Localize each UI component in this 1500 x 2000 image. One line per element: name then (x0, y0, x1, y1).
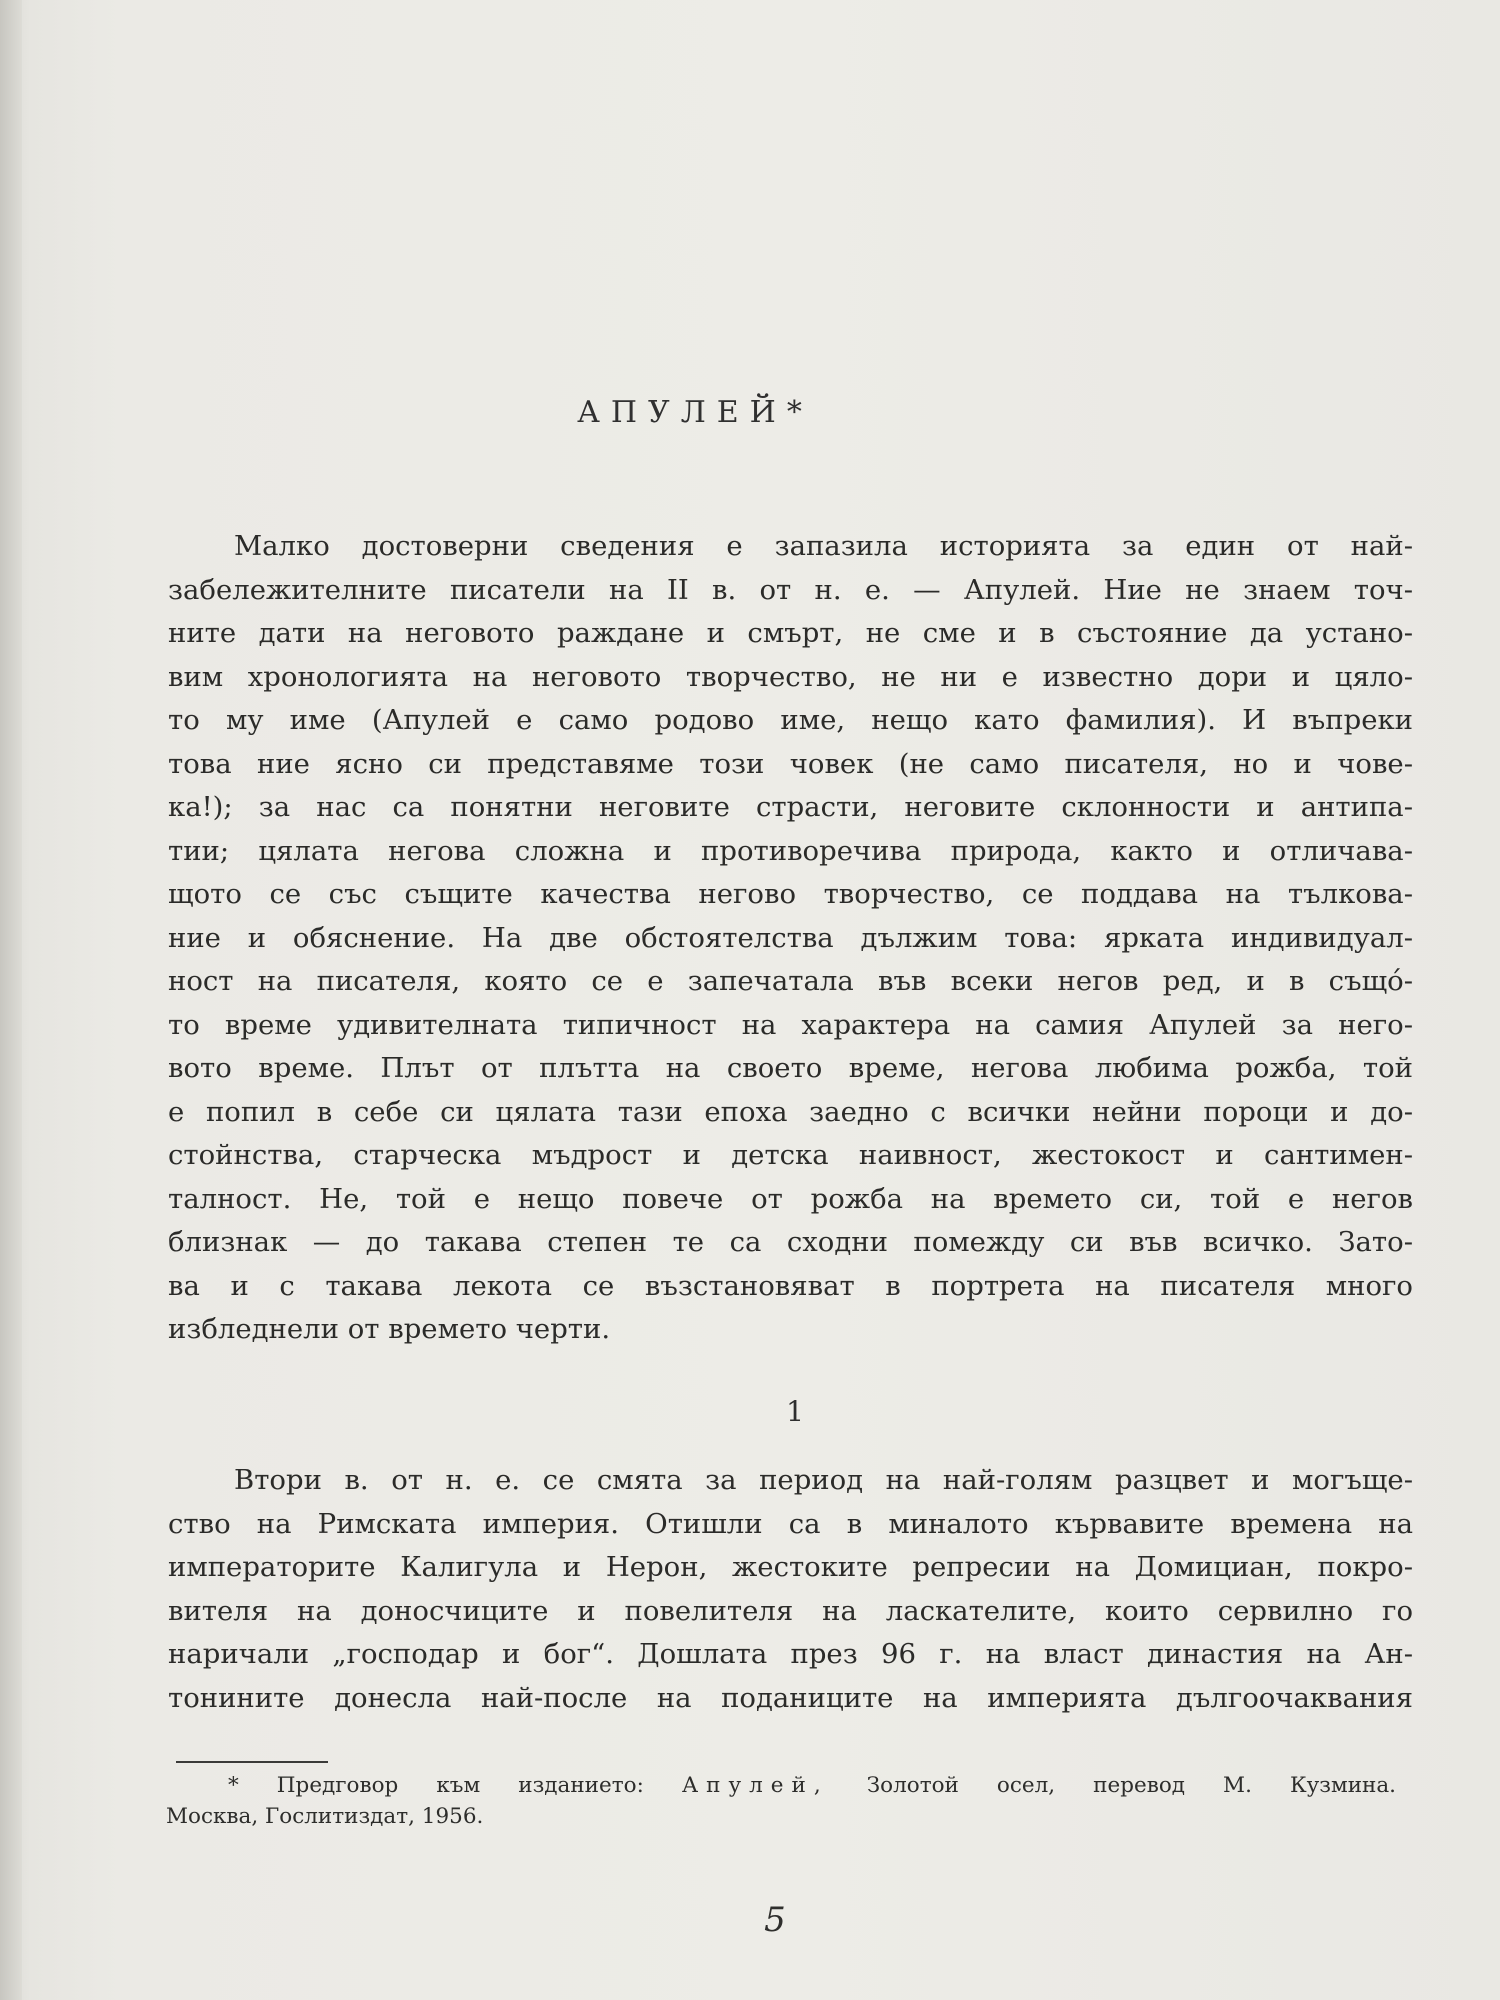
text-line: наричали „господар и бог“. Дошлата през 96 г. на власт династия на Ан- (168, 1638, 1413, 1670)
footnote-line: Москва, Гослитиздат, 1956. (166, 1804, 484, 1829)
intro-paragraph (168, 525, 1413, 1352)
text-line: това ние ясно си представяме този човек (не само писателя, но и чове- (168, 747, 1413, 780)
footnote-divider (176, 1761, 328, 1763)
page-number: 5 (764, 1900, 786, 1940)
text-line: стойнства, старческа мъдрост и детска наивност, жестокост и сантимен- (168, 1139, 1413, 1171)
footnote-author: Апулей, (681, 1773, 829, 1798)
text-line: близнак — до такава степен те са сходни помежду си във всичко. Зато- (168, 1226, 1413, 1258)
text-line: ва и с такава лекота се възстановяват в портрета на писателя много (168, 1269, 1413, 1302)
section-number: 1 (786, 1395, 804, 1428)
footnote-prefix: * Предговор към изданието: (228, 1773, 644, 1798)
section-paragraph (168, 1459, 1413, 1720)
footnote (166, 1770, 1396, 1832)
page-binding-edge (0, 0, 22, 2000)
text-line: избледнели от времето черти. (168, 1313, 611, 1345)
text-line: ка!); за нас са понятни неговите страсти, неговите склонности и антипа- (168, 791, 1413, 823)
footnote-suffix: Золотой осел, перевод М. Кузмина. (866, 1773, 1397, 1798)
text-line: тии; цялата негова сложна и противоречива природа, както и отличава- (168, 834, 1413, 867)
text-line: Малко достоверни сведения е запазила историята за един от най- (234, 530, 1413, 562)
text-line: е попил в себе си цялата тази епоха заедно с всички нейни пороци и до- (168, 1095, 1413, 1128)
footnote-line (166, 1770, 1396, 1801)
text-line: забележителните писатели на II в. от н. е. — Апулей. Ние не знаем точ- (168, 573, 1413, 606)
text-line: щото се със същите качества негово творчество, се поддава на тълкова- (168, 878, 1413, 910)
text-line: ност на писателя, която се е запечатала във всеки негов ред, и в същό- (168, 965, 1413, 997)
text-line: ство на Римската империя. Отишли са в миналото кървавите времена на (168, 1507, 1413, 1540)
text-line: то му име (Апулей е само родово име, нещо като фамилия). И въпреки (168, 704, 1413, 736)
text-line: то време удивителната типичност на характера на самия Апулей за него- (168, 1008, 1413, 1041)
chapter-title: АПУЛЕЙ* (577, 395, 813, 430)
text-line: ните дати на неговото раждане и смърт, не сме и в състояние да устано- (168, 617, 1413, 649)
text-line: талност. Не, той е нещо повече от рожба на времето си, той е негов (168, 1182, 1413, 1215)
text-line: вим хронологията на неговото творчество, не ни е известно дори и цяло- (168, 660, 1413, 693)
text-line: вото време. Плът от плътта на своето време, негова любима рожба, той (168, 1052, 1413, 1084)
text-line: Втори в. от н. е. се смята за период на най-голям разцвет и могъще- (234, 1464, 1413, 1496)
text-line: императорите Калигула и Нерон, жестоките репресии на Домициан, покро- (168, 1551, 1413, 1583)
text-line: ние и обяснение. На две обстоятелства дължим това: ярката индивидуал- (168, 921, 1413, 954)
text-line: тонините донесла най-после на поданиците на империята дългоочаквания (168, 1681, 1413, 1714)
text-line: вителя на доносчиците и повелителя на ласкателите, които сервилно го (168, 1594, 1413, 1627)
